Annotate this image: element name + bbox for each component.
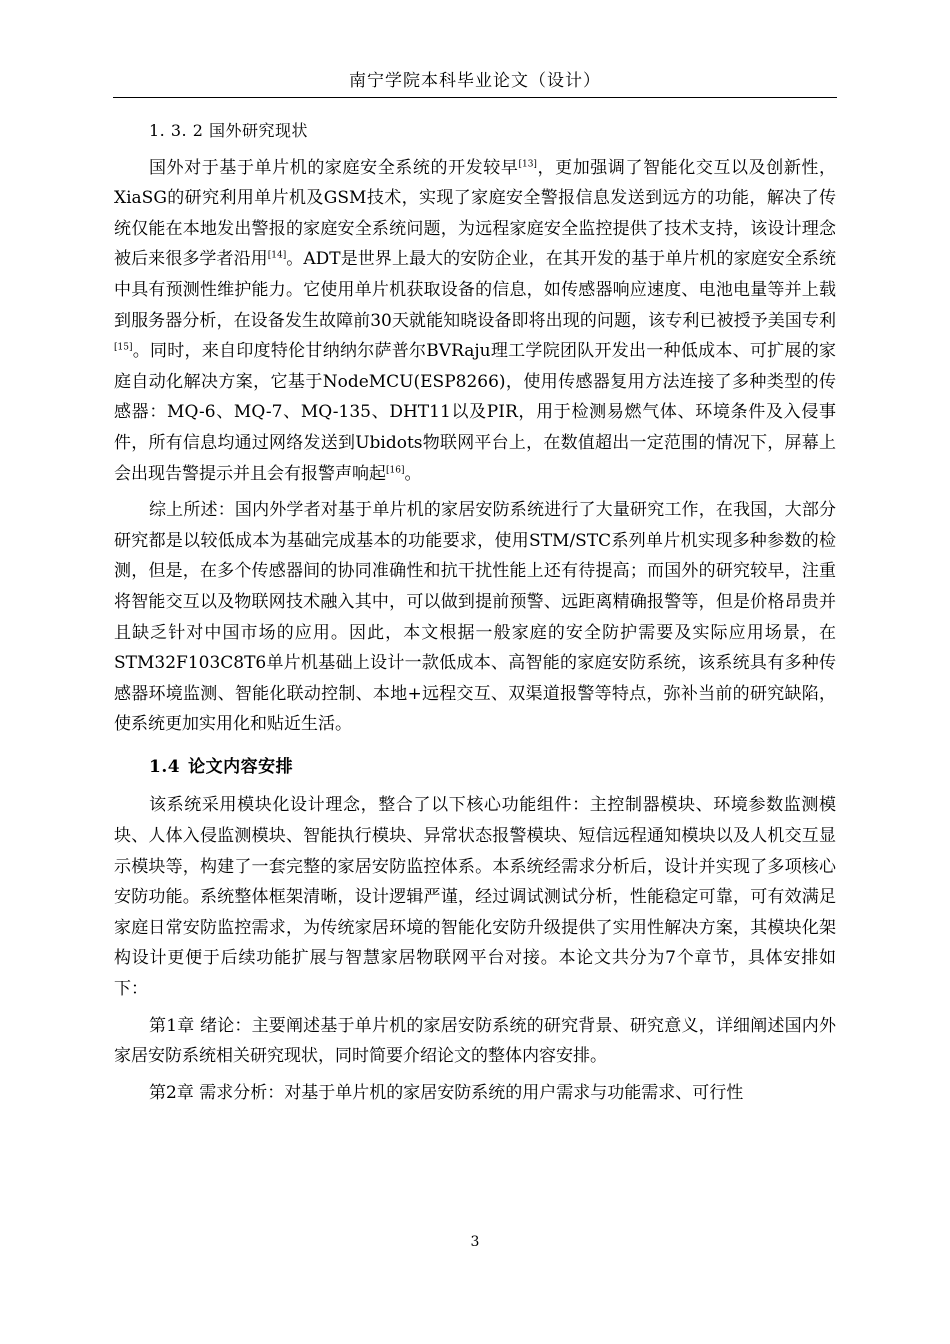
citation-16: [16] [386, 464, 405, 475]
paragraph-summary: 综上所述：国内外学者对基于单片机的家居安防系统进行了大量研究工作，在我国，大部分研究都是以较低成本为基础完成基本的功能要求，使用STM/STC系列单片机实现多种参数的检测，但是，在多个传感器间的协同准确性和抗干扰性能上还有待提高；而国外的研究较早，注重将智能交互以及物联网技术融入其中，可以做到提前预警、远距离精确报警等，但是价格昂贵并且缺乏针对中国市场的应用。因此，本文根据一般家庭的安全防护需要及实际应用场景，在STM32F103C8T6单片机基础上设计一款低成本、高智能的家庭安防系统，该系统具有多种传感器环境监测、智能化联动控制、本地+远程交互、双渠道报警等特点，弥补当前的研究缺陷，使系统更加实用化和贴近生活。 [114, 500, 836, 735]
document-body [114, 116, 836, 1108]
text-segment: ，更加强调了智能化交互以及创新性，XiaSG的研究利用单片机及GSM技术，实现了家庭安全警报信息发送到远方的功能，解决了传统仅能在本地发出警报的家庭安全系统问题，为远程家庭安全监控提供了技术支持，该设计理念被后来很多学者沿用 [114, 157, 837, 270]
header-divider [113, 97, 837, 98]
page-header-title: 南宁学院本科毕业论文（设计） [349, 71, 601, 91]
text-segment: 。 [404, 463, 422, 484]
section-title: 论文内容安排 [188, 756, 294, 777]
subsection-heading: 1. 3. 2 国外研究现状 [149, 121, 308, 140]
text-segment: 。同时，来自印度特伦甘纳纳尔萨普尔BVRaju理工学院团队开发出一种低成本、可扩展的家庭自动化解决方案，它基于NodeMCU(ESP8266)，使用传感器复用方法连接了多种类型的传感器：MQ-6、MQ-7、MQ-135、DHT11以及PIR，用于检测易燃气体、环境条件及入侵事件，所有信息均通过网络发送到Ubidots物联网平台上，在数值超出一定范围的情况下，屏幕上会出现告警提示并且会有报警声响起 [114, 341, 836, 484]
citation-15: [15] [114, 342, 133, 353]
paragraph-foreign-research [114, 153, 836, 490]
text-segment: 国外对于基于单片机的家庭安全系统的开发较早 [149, 157, 519, 178]
section-number: 1.4 [149, 756, 181, 777]
section-heading [149, 752, 836, 783]
paragraph-structure: 该系统采用模块化设计理念，整合了以下核心功能组件：主控制器模块、环境参数监测模块、人体入侵监测模块、智能执行模块、异常状态报警模块、短信远程通知模块以及人机交互显示模块等，构建了一套完整的家居安防监控体系。本系统经需求分析后，设计并实现了多项核心安防功能。系统整体框架清晰，设计逻辑严谨，经过调试测试分析，性能稳定可靠，可有效满足家庭日常安防监控需求，为传统家居环境的智能化安防升级提供了实用性解决方案，其模块化架构设计更便于后续功能扩展与智慧家居物联网平台对接。本论文共分为7个章节，具体安排如下： [114, 795, 836, 1000]
citation-13: [13] [518, 158, 537, 169]
text-segment: 。ADT是世界上最大的安防企业，在其开发的基于单片机的家庭安全系统中具有预测性维护能力。它使用单片机获取设备的信息，如传感器响应速度、电池电量等并上载到服务器分析，在设备发生故障前30天就能知晓设备即将出现的问题，该专利已被授予美国专利 [114, 249, 836, 331]
page-number: 3 [470, 1234, 480, 1250]
paragraph-chapter-1: 第1章 绪论：主要阐述基于单片机的家居安防系统的研究背景、研究意义，详细阐述国内外家居安防系统相关研究现状，同时简要介绍论文的整体内容安排。 [114, 1015, 836, 1067]
paragraph-chapter-2: 第2章 需求分析：对基于单片机的家居安防系统的用户需求与功能需求、可行性 [149, 1082, 744, 1103]
citation-14: [14] [267, 250, 287, 261]
